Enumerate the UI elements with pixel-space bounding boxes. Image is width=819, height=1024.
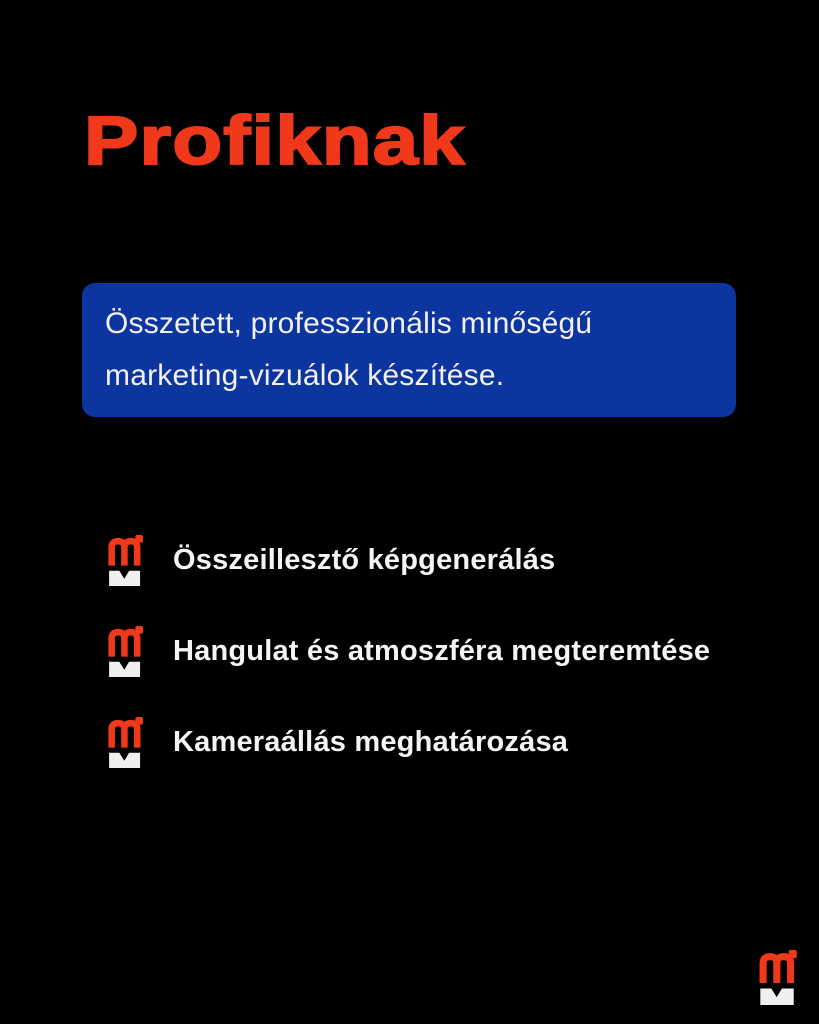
highlight-card-line-2: marketing-vizuálok készítése. bbox=[105, 359, 505, 392]
list-item bbox=[108, 716, 710, 768]
highlight-card bbox=[82, 283, 736, 417]
mi-logo-icon bbox=[108, 717, 143, 768]
feature-label: Kameraállás meghatározása bbox=[173, 725, 569, 758]
feature-list bbox=[108, 534, 710, 807]
mi-logo-icon bbox=[108, 535, 143, 586]
list-item bbox=[108, 534, 710, 586]
feature-label: Hangulat és atmoszféra megteremtése bbox=[173, 634, 711, 667]
mi-logo-icon bbox=[759, 950, 797, 1005]
page-title: Profiknak bbox=[84, 102, 466, 179]
mi-logo-icon bbox=[108, 626, 143, 677]
highlight-card-line-1: Összetett, professzionális minőségű bbox=[105, 307, 593, 340]
feature-label: Összeillesztő képgenerálás bbox=[173, 543, 556, 576]
list-item bbox=[108, 625, 710, 677]
